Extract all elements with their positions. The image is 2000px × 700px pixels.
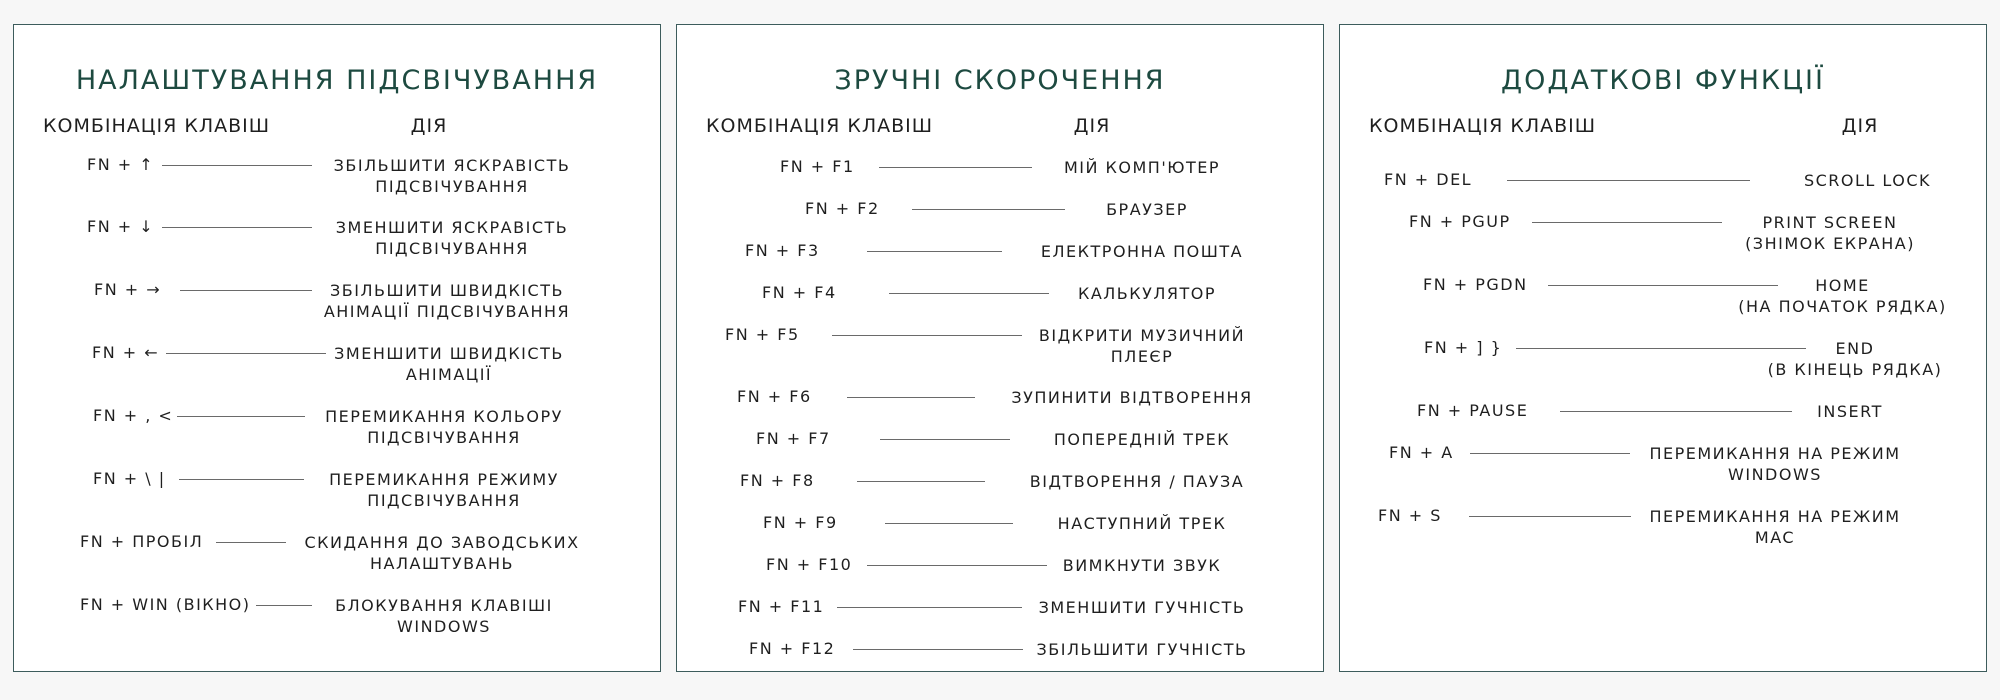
shortcut-action: ЗУПИНИТИ ВІДТВОРЕННЯ	[1011, 388, 1253, 407]
shortcut-key: FN + F8	[740, 471, 815, 490]
shortcut-key: FN + F12	[749, 639, 836, 658]
shortcut-key: FN + ↓	[87, 217, 155, 236]
shortcut-key: FN + F10	[766, 555, 853, 574]
shortcut-action: ПЕРЕМИКАННЯ НА РЕЖИМ MAC	[1649, 507, 1901, 547]
shortcut-row	[14, 343, 660, 387]
shortcut-key: FN + DEL	[1384, 170, 1473, 189]
shortcut-key: FN + F9	[763, 513, 838, 532]
connector-line	[1560, 411, 1792, 412]
shortcut-action: БРАУЗЕР	[1106, 200, 1188, 219]
shortcut-action: НАСТУПНИЙ ТРЕК	[1057, 514, 1227, 533]
shortcut-key: FN + , <	[93, 406, 174, 425]
shortcut-action: ПОПЕРЕДНІЙ ТРЕК	[1053, 430, 1231, 449]
shortcut-key: FN + WIN (ВІКНО)	[80, 595, 251, 614]
shortcut-row	[1340, 275, 1986, 319]
shortcut-row	[677, 157, 1323, 201]
connector-line	[867, 251, 1002, 252]
column-header-action: ДІЯ	[1841, 115, 1879, 137]
shortcut-key: FN + →	[94, 280, 162, 299]
connector-line	[880, 439, 1010, 440]
shortcut-key: FN + F2	[805, 199, 880, 218]
connector-line	[1469, 516, 1631, 517]
connector-line	[853, 649, 1023, 650]
shortcut-action: PRINT SCREEN (ЗНІМОК ЕКРАНА)	[1745, 213, 1915, 253]
shortcut-row	[1340, 170, 1986, 214]
shortcut-action: ЗМЕНШИТИ ЯСКРАВІСТЬ ПІДСВІЧУВАННЯ	[335, 218, 569, 258]
shortcut-action: БЛОКУВАННЯ КЛАВІШІ WINDOWS	[335, 596, 553, 636]
panel-title: НАЛАШТУВАННЯ ПІДСВІЧУВАННЯ	[75, 65, 599, 96]
shortcut-row	[14, 406, 660, 450]
shortcut-row	[1340, 506, 1986, 550]
connector-line	[216, 542, 286, 543]
shortcut-action: ПЕРЕМИКАННЯ РЕЖИМУ ПІДСВІЧУВАННЯ	[329, 470, 559, 510]
connector-line	[1507, 180, 1750, 181]
shortcut-row	[677, 471, 1323, 515]
shortcut-row	[677, 241, 1323, 285]
shortcut-action: ЕЛЕКТРОННА ПОШТА	[1040, 242, 1244, 261]
shortcut-key: FN + F6	[737, 387, 812, 406]
shortcut-action: ЗМЕНШИТИ ШВИДКІСТЬ АНІМАЦІЇ	[334, 344, 564, 384]
shortcut-action: ВИМКНУТИ ЗВУК	[1062, 556, 1222, 575]
connector-line	[879, 167, 1032, 168]
shortcut-row	[677, 283, 1323, 327]
connector-line	[162, 227, 312, 228]
shortcut-row	[677, 597, 1323, 641]
shortcut-key: FN + PAUSE	[1417, 401, 1529, 420]
shortcut-key: FN + ←	[92, 343, 160, 362]
shortcut-key: FN + PGUP	[1409, 212, 1511, 231]
connector-line	[1532, 222, 1722, 223]
connector-line	[857, 481, 985, 482]
shortcut-key: FN + F5	[725, 325, 800, 344]
shortcut-key: FN + ] }	[1424, 338, 1503, 357]
connector-line	[180, 290, 312, 291]
column-header-keys: КОМБІНАЦІЯ КЛАВІШ	[43, 115, 271, 137]
shortcut-row	[677, 513, 1323, 557]
connector-line	[832, 335, 1022, 336]
shortcut-key: FN + ↑	[87, 155, 155, 174]
shortcut-row	[1340, 212, 1986, 256]
shortcut-row	[677, 387, 1323, 431]
shortcut-key: FN + PGDN	[1423, 275, 1528, 294]
shortcut-action: HOME (НА ПОЧАТОК РЯДКА)	[1738, 276, 1947, 316]
shortcut-key: FN + S	[1378, 506, 1442, 525]
shortcut-row	[677, 555, 1323, 599]
shortcut-key: FN + F4	[762, 283, 837, 302]
shortcut-action: END (В КІНЕЦЬ РЯДКА)	[1767, 339, 1943, 379]
column-header-keys: КОМБІНАЦІЯ КЛАВІШ	[1369, 115, 1597, 137]
connector-line	[162, 165, 312, 166]
panel-title: ДОДАТКОВІ ФУНКЦІЇ	[1501, 65, 1825, 96]
shortcut-action: МІЙ КОМП'ЮТЕР	[1063, 158, 1221, 177]
shortcut-action: ВІДКРИТИ МУЗИЧНИЙ ПЛЕЄР	[1038, 326, 1246, 366]
shortcut-row	[14, 155, 660, 199]
shortcut-row	[677, 639, 1323, 683]
shortcut-action: ЗМЕНШИТИ ГУЧНІСТЬ	[1038, 598, 1246, 617]
shortcut-action: ПЕРЕМИКАННЯ НА РЕЖИМ WINDOWS	[1649, 444, 1901, 484]
shortcut-key: FN + ПРОБІЛ	[80, 532, 204, 551]
shortcut-row	[677, 325, 1323, 369]
shortcut-row	[14, 217, 660, 261]
connector-line	[867, 565, 1047, 566]
shortcut-row	[677, 199, 1323, 243]
shortcut-key: FN + F1	[780, 157, 855, 176]
shortcut-key: FN + A	[1389, 443, 1454, 462]
shortcut-row	[14, 469, 660, 513]
column-header-keys: КОМБІНАЦІЯ КЛАВІШ	[706, 115, 934, 137]
shortcut-key: FN + F3	[745, 241, 820, 260]
connector-line	[256, 605, 312, 606]
shortcut-row	[1340, 401, 1986, 445]
column-header-action: ДІЯ	[1073, 115, 1111, 137]
panel-extra-functions	[1339, 24, 1987, 672]
column-header-action: ДІЯ	[410, 115, 448, 137]
panel-quick-shortcuts	[676, 24, 1324, 672]
panel-lighting-settings	[13, 24, 661, 672]
shortcut-row	[14, 595, 660, 639]
shortcut-action: INSERT	[1817, 402, 1883, 421]
connector-line	[847, 397, 975, 398]
connector-line	[179, 479, 304, 480]
shortcut-action: ЗБІЛЬШИТИ ШВИДКІСТЬ АНІМАЦІЇ ПІДСВІЧУВАННЯ	[323, 281, 571, 321]
panel-title: ЗРУЧНІ СКОРОЧЕННЯ	[834, 65, 1166, 96]
shortcut-row	[677, 429, 1323, 473]
shortcut-key: FN + F7	[756, 429, 831, 448]
shortcut-key: FN + F11	[738, 597, 825, 616]
shortcut-row	[1340, 443, 1986, 487]
shortcut-row	[14, 532, 660, 576]
shortcut-action: КАЛЬКУЛЯТОР	[1077, 284, 1217, 303]
shortcut-action: ЗБІЛЬШИТИ ГУЧНІСТЬ	[1036, 640, 1248, 659]
connector-line	[837, 607, 1022, 608]
shortcut-action: ВІДТВОРЕННЯ / ПАУЗА	[1029, 472, 1245, 491]
shortcut-action: ЗБІЛЬШИТИ ЯСКРАВІСТЬ ПІДСВІЧУВАННЯ	[333, 156, 571, 196]
connector-line	[889, 293, 1049, 294]
connector-line	[177, 416, 305, 417]
shortcut-key: FN + \ |	[93, 469, 166, 488]
connector-line	[166, 353, 326, 354]
shortcut-row	[14, 280, 660, 324]
connector-line	[885, 523, 1013, 524]
shortcut-action: СКИДАННЯ ДО ЗАВОДСЬКИХ НАЛАШТУВАНЬ	[304, 533, 580, 573]
shortcut-row	[1340, 338, 1986, 382]
connector-line	[1470, 453, 1630, 454]
shortcut-action: ПЕРЕМИКАННЯ КОЛЬОРУ ПІДСВІЧУВАННЯ	[325, 407, 563, 447]
shortcut-action: SCROLL LOCK	[1803, 171, 1932, 190]
